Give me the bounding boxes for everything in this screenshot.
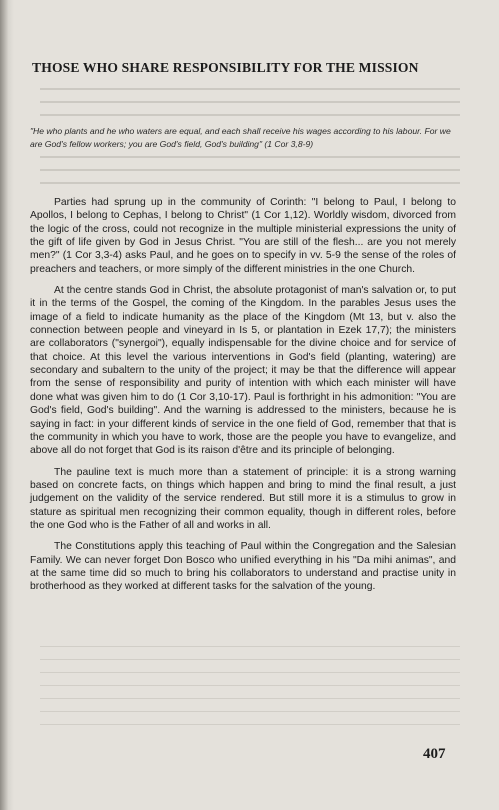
page-binding-shadow <box>0 0 14 810</box>
page-number: 407 <box>423 746 446 762</box>
section-title: THOSE WHO SHARE RESPONSIBILITY FOR THE MISSION <box>32 60 419 75</box>
paragraph: At the centre stands God in Christ, the absolute protagonist of man's salvation or, to put it in the terms of the Gospel, the coming of the Kingdom. In the parables Jesus uses the image of a field to indicate humanity as the place of the Kingdom (Mt 13, but v. also the connection between people and vineyard in Is 5, or plantation in Ezek 17,7); the ministers are collaborators ("synergoi"), equally indispensable for the divine choice and for service of that choice. At this level the various interventions in God's field (planting, watering) are secondary and subaltern to the unity of the project; it may be that the difference will appear from the sense of responsibility and purity of intention with which each minister will have done what was given him to do (1 Cor 3,10-17). Paul is forthright in his admonition: "You are God's field, God's building". And the warning is addressed to the ministers, because he is saying in fact: in your different kinds of service in the one field of God, remember that that is the community in which you have to work, those are the people you have to evangelize, and above all do not forget that God is its raison d'être and its principle of belonging. <box>30 285 456 457</box>
show-through-texture <box>40 150 460 190</box>
body-text <box>30 196 456 602</box>
paragraph: The pauline text is much more than a statement of principle: it is a strong warning based on concrete facts, on things which happen and bring to mind the final result, a just judgement on the validity of the service rendered. But still more it is a stimulus to grow in stature as spiritual men recognizing their common equality, though in different roles, before the one God who is the Father of all and works in all. <box>30 466 456 531</box>
show-through-texture <box>40 82 460 116</box>
paragraph: The Constitutions apply this teaching of Paul within the Congregation and the Salesian Family. We can never forget Don Bosco who unified everything in his "Da mihi animas", and at the same time did so much to bring his collaborators to understand and practise unity in brotherhood as they worked at different tasks for the salvation of the young. <box>30 541 456 593</box>
show-through-texture <box>40 640 460 730</box>
paragraph: Parties had sprung up in the community of Corinth: "I belong to Paul, I belong to Apollos, I belong to Cephas, I belong to Christ" (1 Cor 1,12). Worldly wisdom, divorced from the logic of the cross, could not recognize in the multiple ministerial expressions the unity of the gift of life given by God in Jesus Christ. "You are still of the flesh... are you not merely men?" (1 Cor 3,3-4) asks Paul, and he goes on to specify in vv. 5-9 the sense of the roles of preachers and teachers, or more simply of the different ministries in the one Church. <box>30 197 456 275</box>
epigraph-quote: "He who plants and he who waters are equal, and each shall receive his wages according to his labour. For we are God's fellow workers; you are God's field, God's building" (1 Cor 3,8-9) <box>30 126 451 149</box>
